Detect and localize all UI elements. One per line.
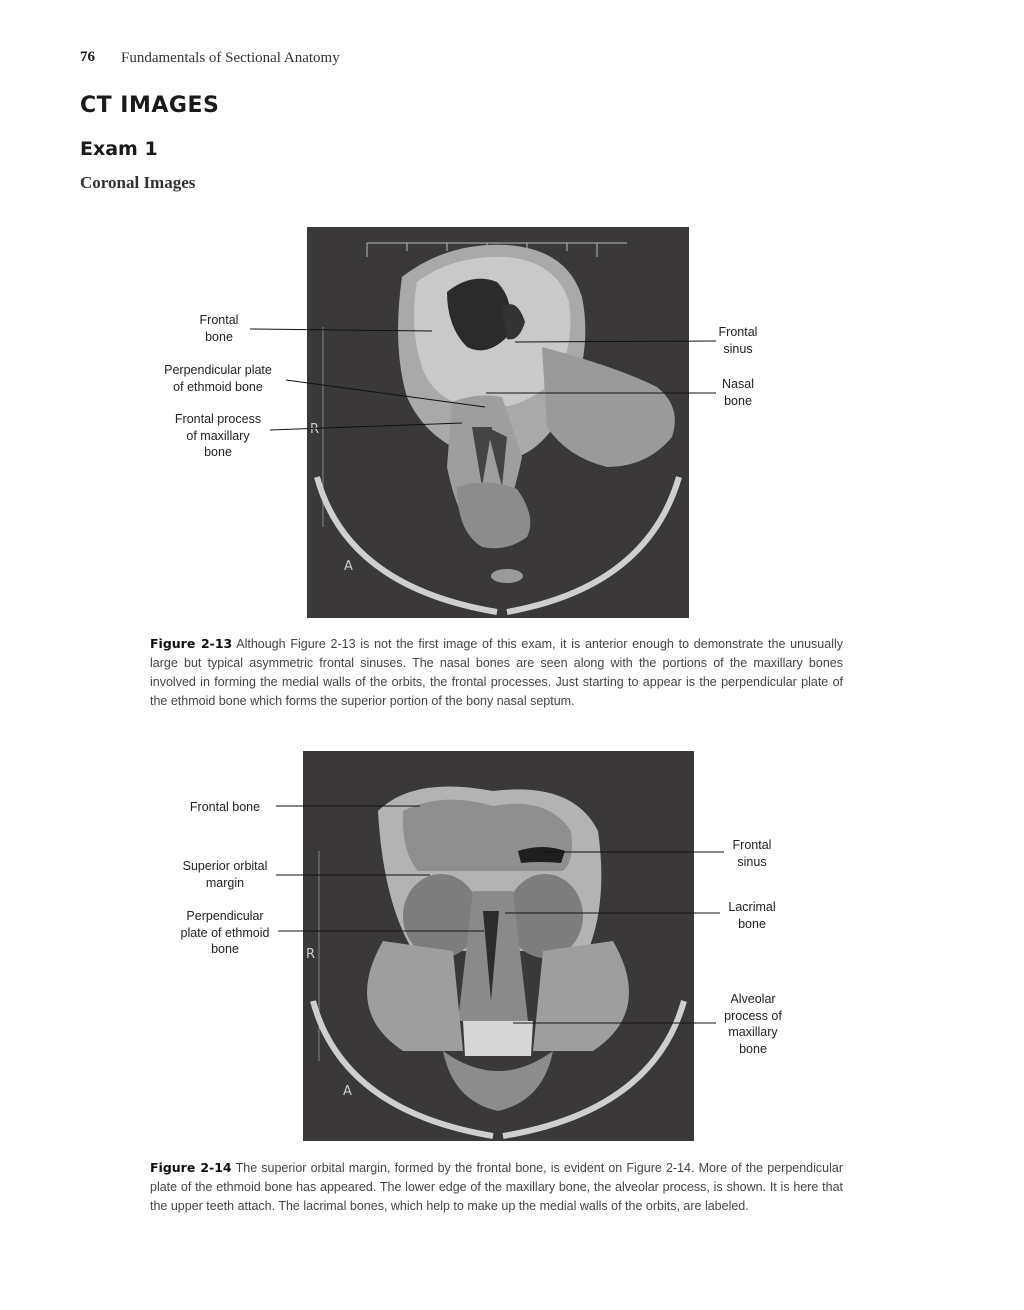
section-heading: CT IMAGES	[80, 93, 220, 118]
ct-image-figure-2-13	[307, 227, 689, 618]
image-marker-r: R	[306, 947, 316, 962]
image-marker-a: A	[343, 1084, 352, 1099]
ct-image-figure-2-14	[303, 751, 694, 1141]
label-lacrimal-bone-fig14: Lacrimal bone	[728, 900, 776, 931]
ct-scan-drawing	[307, 227, 689, 618]
exam-heading: Exam 1	[80, 138, 158, 160]
label-perpendicular-plate-fig14: Perpendicular plate of ethmoid bone	[180, 909, 270, 956]
label-frontal-sinus-fig13: Frontal sinus	[718, 325, 758, 356]
label-perpendicular-plate-fig13: Perpendicular plate of ethmoid bone	[164, 363, 272, 394]
caption-label: Figure 2-14	[150, 1160, 232, 1175]
page-number: 76	[80, 49, 95, 65]
caption-figure-2-13	[150, 634, 843, 711]
caption-label: Figure 2-13	[150, 636, 233, 651]
label-superior-orbital-margin-fig14: Superior orbital margin	[182, 859, 268, 890]
image-marker-r: R	[310, 422, 320, 437]
caption-text: The superior orbital margin, formed by the frontal bone, is evident on Figure 2-14. More of the perpendicular plate of the ethmoid bone has appeared. The lower edge of the maxillary bone, the alveolar process, is shown. It is here that the upper teeth attach. The lacrimal bones, which help to make up the medial walls of the orbits, are labeled.	[150, 1161, 843, 1213]
caption-text: Although Figure 2-13 is not the first image of this exam, it is anterior enough to demonstrate the unusually large but typical asymmetric frontal sinuses. The nasal bones are seen along with the portions of the maxillary bones involved in forming the medial walls of the orbits, the frontal processes. Just starting to appear is the perpendicular plate of the ethmoid bone which forms the superior portion of the bony nasal septum.	[150, 637, 843, 708]
running-header-book-title: Fundamentals of Sectional Anatomy	[121, 50, 340, 66]
ct-scan-drawing	[303, 751, 694, 1141]
label-alveolar-process-fig14: Alveolar process of maxillary bone	[724, 992, 782, 1056]
caption-figure-2-14	[150, 1158, 843, 1216]
label-nasal-bone-fig13: Nasal bone	[722, 377, 754, 408]
label-frontal-process-fig13: Frontal process of maxillary bone	[174, 412, 262, 459]
label-frontal-bone-fig13: Frontal bone	[199, 313, 239, 344]
label-frontal-sinus-fig14: Frontal sinus	[732, 838, 772, 869]
label-frontal-bone-fig14: Frontal bone	[189, 800, 261, 814]
subsection-heading: Coronal Images	[80, 173, 196, 192]
image-marker-a: A	[344, 559, 353, 574]
